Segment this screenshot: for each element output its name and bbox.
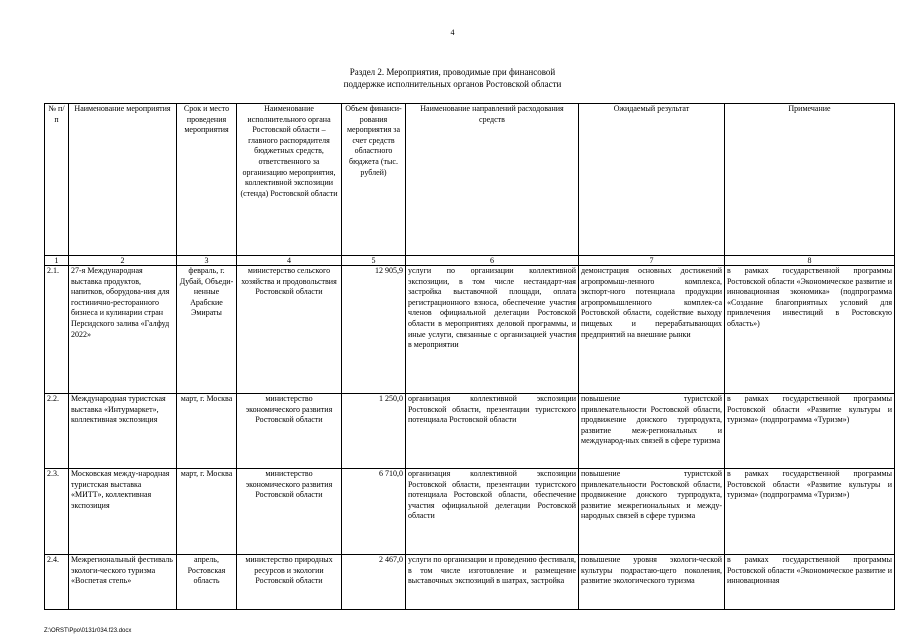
row-event: 27-я Международная выставка продуктов, напитков, оборудова-ния для гостинично-ресторанного бизнеса и кулинарии стран Персидского залива «Галфуд 2022» — [69, 266, 177, 394]
section-title-line-2: поддержке исполнительных органов Ростовской области — [343, 79, 562, 89]
footer-file-path: Z:\ORST\Ppo\0131r034.f23.docx — [44, 628, 132, 634]
row-date-place: март, г. Москва — [177, 469, 237, 555]
row-funding: 12 905,9 — [342, 266, 406, 394]
row-note: в рамках государственной программы Ростовской области «Экономическое развитие и инновационная экономика» (подпрограмма «Создание благоприятных условий для привлечения инвестиций в Ростовскую область») — [725, 266, 895, 394]
column-number: 7 — [579, 256, 725, 266]
table-row — [45, 555, 895, 610]
row-note: в рамках государственной программы Ростовской области «Экономическое развитие и инновационная — [725, 555, 895, 610]
row-organizer: министерство природных ресурсов и экологии Ростовской области — [237, 555, 342, 610]
column-number: 5 — [342, 256, 406, 266]
header-direction: Наименование направлений расходования средств — [406, 104, 579, 256]
row-direction: услуги по организации коллективной экспозиции, в том числе нестандарт-ная застройка выставочной площади, оплата регистрационного взноса, обеспечение участия членов официальной делегации Ростовской области в мероприятиях деловой программы, и иные услуги, связанные с организацией участия в мероприятии — [406, 266, 579, 394]
table-row — [45, 469, 895, 555]
section-title-line-1: Раздел 2. Мероприятия, проводимые при финансовой — [349, 67, 556, 77]
row-organizer: министерство экономического развития Ростовской области — [237, 394, 342, 469]
row-num: 2.4. — [45, 555, 69, 610]
row-event: Международная туристская выставка «Интурмаркет», коллективная экспозиция — [69, 394, 177, 469]
row-event: Межрегиональный фестиваль экологи-ческого туризма «Воспетая степь» — [69, 555, 177, 610]
row-result: повышение уровня экологи-ческой культуры подрастаю-щего поколения, развитие экологического туризма — [579, 555, 725, 610]
header-funding: Объем финанси-рования мероприятия за счет средств областного бюджета (тыс. рублей) — [342, 104, 406, 256]
column-number: 1 — [45, 256, 69, 266]
row-funding: 6 710,0 — [342, 469, 406, 555]
row-direction: организация коллективной экспозиции Ростовской области, презентации туристского потенциала Ростовской области, обеспечение участия официальной делегации Ростовской области — [406, 469, 579, 555]
row-num: 2.3. — [45, 469, 69, 555]
row-date-place: март, г. Москва — [177, 394, 237, 469]
row-result: повышение туристской привлекательности Ростовской области, продвижение донского турпродукта, развитие межрегиональных и между-народных связей в сфере туризма — [579, 469, 725, 555]
row-result: повышение туристской привлекательности Ростовской области, продвижение донского турпродукта, развитие меж-региональных и международ-ных связей в сфере туризма — [579, 394, 725, 469]
table-row — [45, 266, 895, 394]
row-funding: 2 467,0 — [342, 555, 406, 610]
row-note: в рамках государственной программы Ростовской области «Развитие культуры и туризма» (подпрограмма «Туризм») — [725, 394, 895, 469]
header-result: Ожидаемый результат — [579, 104, 725, 256]
row-num: 2.1. — [45, 266, 69, 394]
row-funding: 1 250,0 — [342, 394, 406, 469]
column-number: 6 — [406, 256, 579, 266]
row-event: Московская между-народная туристская выставка «МИТТ», коллективная экспозиция — [69, 469, 177, 555]
row-result: демонстрация основных достижений агропромыш-ленного комплекса, экспорт-ного потенциала продукции агропромышленного комплек-са Ростовской области, содействие выходу пищевых и перерабатывающих предприятий на внешние рынки — [579, 266, 725, 394]
header-note: Примечание — [725, 104, 895, 256]
row-date-place: февраль, г. Дубай, Объеди-ненные Арабские Эмираты — [177, 266, 237, 394]
table-row — [45, 394, 895, 469]
header-organizer: Наименование исполнительного органа Ростовской области – главного распорядителя бюджетных средств, ответственного за организацию мероприятия, коллективной экспозиции (стенда) Ростовской области — [237, 104, 342, 256]
header-event: Наименование мероприятия — [69, 104, 177, 256]
row-date-place: апрель, Ростовская область — [177, 555, 237, 610]
row-num: 2.2. — [45, 394, 69, 469]
column-number: 2 — [69, 256, 177, 266]
page-number: 4 — [450, 28, 455, 37]
column-number: 8 — [725, 256, 895, 266]
row-direction: организация коллективной экспозиции Ростовской области, презентации туристского потенциала Ростовской области — [406, 394, 579, 469]
row-note: в рамках государственной программы Ростовской области «Развитие культуры и туризма» (подпрограмма «Туризм») — [725, 469, 895, 555]
events-table — [44, 103, 895, 610]
column-number: 3 — [177, 256, 237, 266]
section-title — [0, 66, 905, 90]
column-number-row — [45, 256, 895, 266]
row-direction: услуги по организации и проведению фестиваля, в том числе изготовление и размещение выставочных экспозиций в шатрах, застройка — [406, 555, 579, 610]
column-number: 4 — [237, 256, 342, 266]
header-date-place: Срок и место проведения мероприятия — [177, 104, 237, 256]
header-row — [45, 104, 895, 256]
row-organizer: министерство экономического развития Ростовской области — [237, 469, 342, 555]
row-organizer: министерство сельского хозяйства и продовольствия Ростовской области — [237, 266, 342, 394]
header-num: № п/п — [45, 104, 69, 256]
